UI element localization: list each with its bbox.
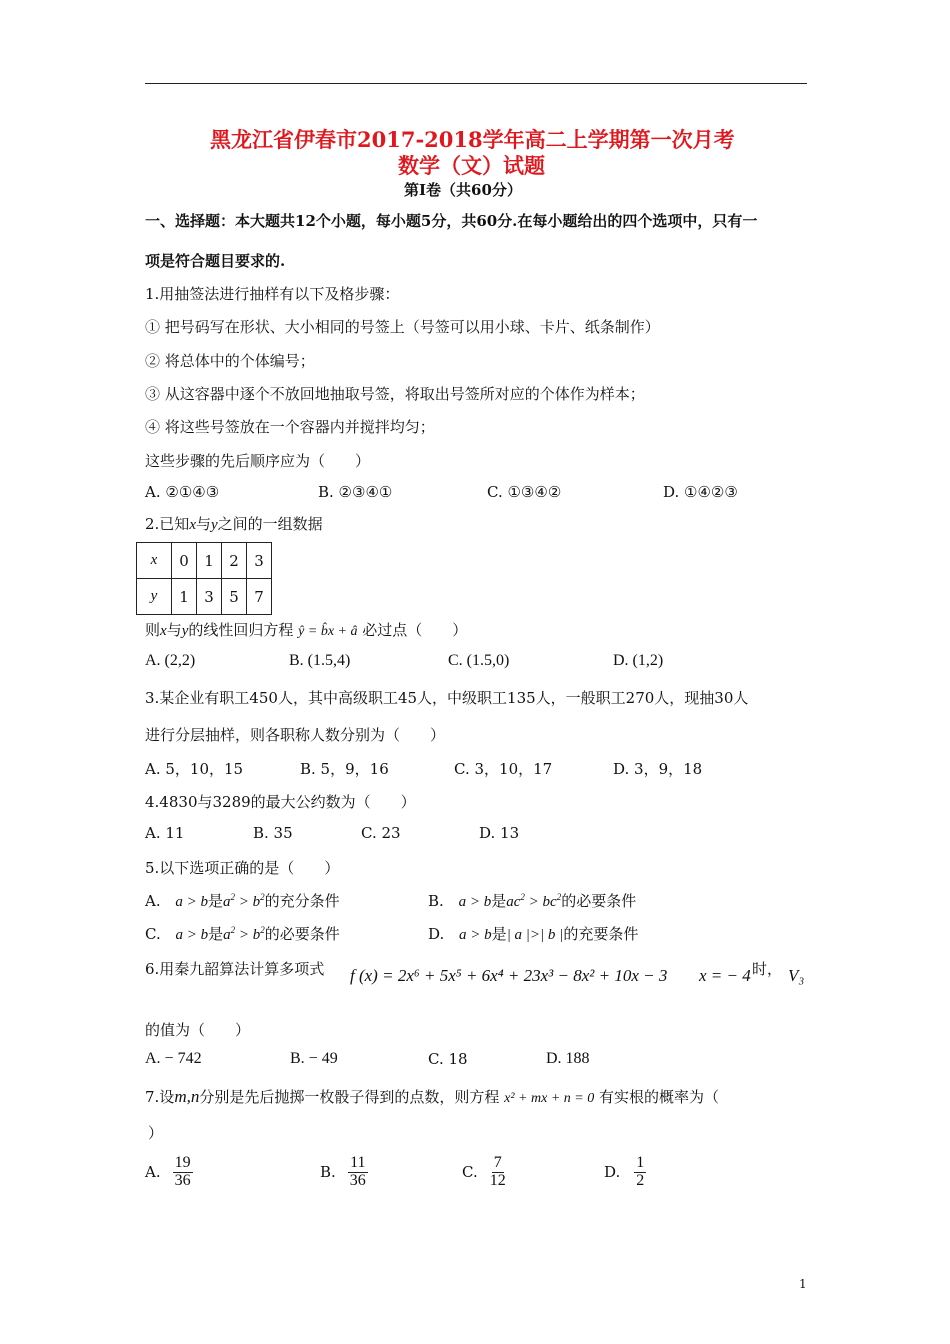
q1-option-b: B. ②③④① (318, 483, 393, 501)
q5-option-c: C. a > b是$a^2 > b^2$的必要条件 (145, 925, 340, 943)
q1-option-c: C. ①③④② (487, 483, 562, 501)
q7-stem-mid: 分别是先后抛掷一枚骰子得到的点数，则方程 (199, 1088, 500, 1106)
q7-a-fraction (173, 1155, 193, 1190)
q1-step1: ① 把号码写在形状、大小相同的号签上（号签可以用小球、卡片、纸条制作） (145, 318, 660, 336)
q6-option-b: B. − 49 (290, 1050, 338, 1067)
q5-a-text: 的充分条件 (264, 892, 340, 910)
q2-stem (145, 513, 323, 534)
q5-is: 是 (208, 925, 224, 943)
q5-is: 是 (491, 892, 507, 910)
q2-regression-equation: ŷ = b̂x + â (298, 624, 358, 639)
q5-a-var: a (223, 894, 231, 910)
q7-equation: x² + mx + n = 0 (504, 1091, 595, 1106)
table-cell: 3 (197, 579, 222, 615)
q2-stem-post: 之间的一组数据 (217, 515, 323, 533)
q1-step4: ④ 将这些号签放在一个容器内并搅拌均匀； (145, 418, 435, 436)
q3-line2: 进行分层抽样，则各职称人数分别为（ ） (145, 726, 446, 744)
table-cell: 0 (172, 543, 197, 579)
section-heading-line2: 项是符合题目要求的. (145, 252, 286, 270)
fraction-numerator: 1 (636, 1154, 645, 1171)
q4-option-b: B. 35 (253, 824, 293, 842)
page-subtitle: 数学（文）试题 (398, 153, 545, 178)
q1-stem: 1.用抽签法进行抽样有以下及格步骤： (145, 285, 400, 303)
table-row (137, 579, 272, 615)
q5-a-label: A. (145, 892, 161, 910)
q6-line2: 的值为（ ） (145, 1021, 251, 1039)
table-cell: x (137, 543, 172, 579)
q4-stem: 4.4830与3289的最大公约数为（ ） (145, 793, 416, 811)
q2-option-b: B. (1.5,4) (289, 652, 351, 669)
q7-mn: m,n (174, 1087, 200, 1106)
q7-b-fraction (348, 1155, 368, 1190)
q7-option-b (320, 1155, 368, 1190)
q5-option-a: A. a > b是$a^2 > b^2$的充分条件 (145, 892, 340, 910)
q7-d-fraction (634, 1155, 646, 1190)
q7-line2: ） (148, 1124, 164, 1142)
q5-b-label: B. (428, 892, 444, 910)
fraction-numerator: 19 (174, 1154, 191, 1171)
q2-option-c: C. (1.5,0) (448, 652, 510, 669)
table-cell: y (137, 579, 172, 615)
q3-option-b: B. 5，9，16 (300, 760, 389, 778)
q5-b-var: b (252, 927, 261, 943)
table-cell: 2 (222, 543, 247, 579)
q1-step2: ② 将总体中的个体编号； (145, 352, 315, 370)
q5-ac: ac (506, 894, 521, 910)
q5-d-text: 的充要条件 (563, 925, 639, 943)
table-cell: 3 (247, 543, 272, 579)
q2-option-d: D. (1,2) (613, 652, 664, 669)
q5-abs-ab: | a |>| b | (506, 927, 564, 943)
q5-d-label: D. (428, 925, 445, 943)
q5-is: 是 (491, 925, 507, 943)
q2-option-a: A. (2,2) (145, 652, 196, 669)
q2-line2-post: 必过点（ ） (362, 621, 468, 639)
q1-ask: 这些步骤的先后顺序应为（ ） (145, 452, 371, 470)
fraction-denominator: 36 (174, 1171, 191, 1189)
q3-option-d: D. 3，9，18 (613, 760, 703, 778)
q6-v3: V₃ (788, 966, 805, 985)
q7-stem (145, 1086, 719, 1107)
q1-option-a: A. ②①④③ (145, 483, 220, 501)
table-cell: 5 (222, 579, 247, 615)
fraction-denominator: 36 (349, 1171, 366, 1189)
q5-a-cond: a > b (175, 894, 209, 910)
page-number: 1 (799, 1277, 807, 1291)
q6-option-a: A. − 742 (145, 1050, 202, 1067)
q7-option-d (604, 1155, 646, 1190)
q2-data-table (136, 542, 272, 615)
q2-var-x: x (160, 623, 167, 639)
q5-b-cond: a > b (458, 894, 492, 910)
q2-line2 (145, 619, 467, 640)
q1-option-d: D. ①④②③ (663, 483, 738, 501)
q2-var-y: y (181, 623, 189, 639)
page-title: 黑龙江省伊春市2017-2018学年高二上学期第一次月考 (210, 127, 735, 152)
q5-stem: 5.以下选项正确的是（ ） (145, 859, 340, 877)
q7-stem-post: 有实根的概率为（ (599, 1088, 720, 1106)
table-cell: 1 (197, 543, 222, 579)
q7-c-label: C. (462, 1163, 478, 1182)
q6-stem: 6.用秦九韶算法计算多项式 (145, 960, 325, 978)
q3-line1: 3.某企业有职工450人，其中高级职工45人，中级职工135人，一般职工270人，现抽30人 (145, 689, 749, 707)
volume-label: 第Ⅰ卷（共60分） (404, 181, 522, 199)
q5-a-var: a (223, 927, 231, 943)
q4-option-c: C. 23 (361, 824, 401, 842)
q5-c-label: C. (145, 925, 161, 943)
q5-option-b: B. a > b是$ac^2 > bc^2$的必要条件 (428, 892, 637, 910)
q5-bc: bc (542, 894, 557, 910)
q7-b-label: B. (320, 1163, 336, 1182)
table-cell: 7 (247, 579, 272, 615)
q1-step3: ③ 从这容器中逐个不放回地抽取号签，将取出号签所对应的个体作为样本； (145, 385, 645, 403)
q7-c-fraction (488, 1155, 508, 1190)
q6-option-d: D. 188 (546, 1050, 590, 1067)
q5-c-text: 的必要条件 (264, 925, 340, 943)
header-rule (145, 83, 807, 84)
q2-and: 与 (195, 515, 211, 533)
q7-option-c (462, 1155, 508, 1190)
table-cell: 1 (172, 579, 197, 615)
q5-b-var: b (252, 894, 261, 910)
table-row (137, 543, 272, 579)
q6-option-c: C. 18 (428, 1050, 468, 1068)
fraction-numerator: 7 (493, 1154, 502, 1171)
q5-c-cond: a > b (175, 927, 209, 943)
q2-var-x: x (189, 517, 196, 533)
fraction-numerator: 11 (350, 1154, 366, 1171)
q4-option-a: A. 11 (145, 824, 185, 842)
q6-condition: x = − 4 (699, 966, 751, 985)
q2-line2-pre: 则 (145, 621, 161, 639)
q5-d-cond: a > b (459, 927, 492, 943)
q7-option-a (145, 1155, 193, 1190)
q3-option-a: A. 5，10，15 (145, 760, 244, 778)
q7-d-label: D. (604, 1163, 621, 1182)
q6-when: 时， (752, 960, 783, 978)
fraction-denominator: 2 (636, 1171, 645, 1189)
q5-is: 是 (208, 892, 224, 910)
section-heading-line1: 一、选择题：本大题共12个小题，每小题5分，共60分.在每小题给出的四个选项中，只有一 (145, 212, 758, 230)
q2-var-y: y (211, 517, 218, 533)
q4-option-d: D. 13 (479, 824, 520, 842)
q6-polynomial: f (x) = 2x⁶ + 5x⁵ + 6x⁴ + 23x³ − 8x² + 10x − 3 (350, 966, 668, 985)
q2-line2-mid: 的线性回归方程 (188, 621, 294, 639)
q2-stem-pre: 2.已知 (145, 515, 190, 533)
fraction-denominator: 12 (489, 1171, 506, 1189)
q7-a-label: A. (145, 1163, 161, 1182)
q5-b-text: 的必要条件 (561, 892, 637, 910)
q5-option-d (428, 923, 638, 944)
q2-and: 与 (166, 621, 182, 639)
q3-option-c: C. 3，10，17 (454, 760, 553, 778)
q7-stem-pre: 7.设 (145, 1088, 175, 1106)
